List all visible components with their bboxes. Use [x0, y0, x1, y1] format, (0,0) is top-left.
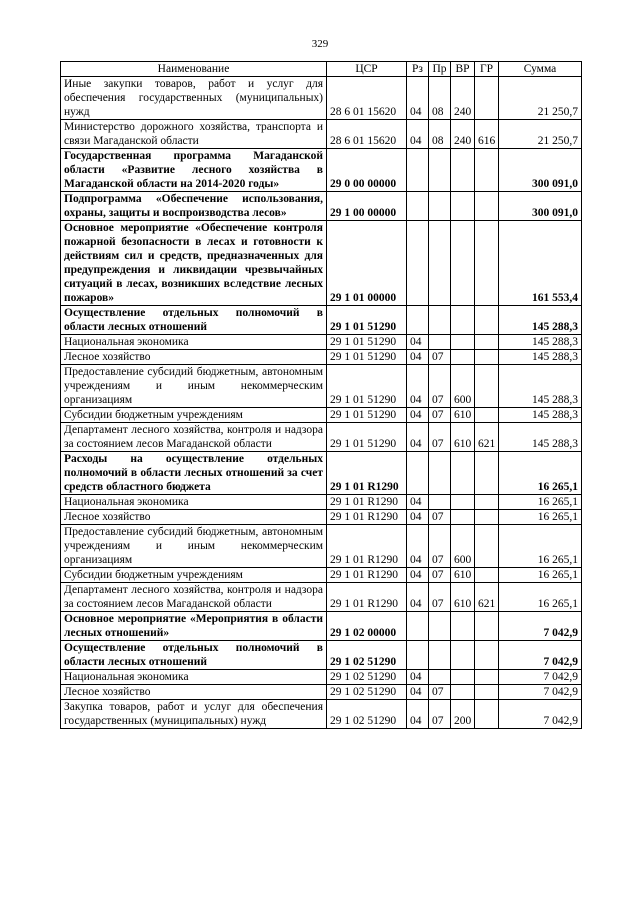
cell-pr: 08 — [429, 120, 451, 149]
cell-gr — [475, 510, 499, 525]
cell-name: Предоставление субсидий бюджетным, автономным учреждениям и иным некоммерческим организациям — [61, 365, 327, 408]
cell-csr: 29 1 01 51290 — [327, 408, 407, 423]
cell-rz: 04 — [407, 77, 429, 120]
cell-csr: 29 1 02 00000 — [327, 612, 407, 641]
cell-vr — [451, 641, 475, 670]
cell-pr: 07 — [429, 350, 451, 365]
cell-vr — [451, 350, 475, 365]
cell-sum: 16 265,1 — [499, 583, 582, 612]
cell-csr: 29 1 01 51290 — [327, 423, 407, 452]
cell-vr — [451, 612, 475, 641]
cell-vr: 610 — [451, 568, 475, 583]
cell-name: Закупка товаров, работ и услуг для обеспечения государственных (муниципальных) нужд — [61, 700, 327, 729]
cell-pr: 07 — [429, 685, 451, 700]
cell-rz — [407, 612, 429, 641]
cell-pr: 07 — [429, 700, 451, 729]
cell-rz: 04 — [407, 670, 429, 685]
cell-sum: 16 265,1 — [499, 568, 582, 583]
cell-name: Национальная экономика — [61, 495, 327, 510]
cell-name: Предоставление субсидий бюджетным, автономным учреждениям и иным некоммерческим организациям — [61, 525, 327, 568]
cell-gr — [475, 452, 499, 495]
cell-rz: 04 — [407, 510, 429, 525]
table-row — [61, 365, 582, 408]
table-row — [61, 452, 582, 495]
cell-pr — [429, 221, 451, 306]
cell-vr — [451, 670, 475, 685]
table-row — [61, 495, 582, 510]
cell-csr: 29 1 01 R1290 — [327, 510, 407, 525]
cell-rz: 04 — [407, 525, 429, 568]
table-row — [61, 568, 582, 583]
cell-rz: 04 — [407, 583, 429, 612]
table-row — [61, 335, 582, 350]
cell-sum: 145 288,3 — [499, 306, 582, 335]
cell-name: Департамент лесного хозяйства, контроля и надзора за состоянием лесов Магаданской области — [61, 423, 327, 452]
header-gr: ГР — [475, 62, 499, 77]
cell-sum: 7 042,9 — [499, 612, 582, 641]
cell-rz — [407, 149, 429, 192]
cell-gr — [475, 612, 499, 641]
cell-sum: 145 288,3 — [499, 408, 582, 423]
cell-name: Осуществление отдельных полномочий в области лесных отношений — [61, 641, 327, 670]
table-row — [61, 685, 582, 700]
cell-rz: 04 — [407, 350, 429, 365]
cell-name: Расходы на осуществление отдельных полномочий в области лесных отношений за счет средств областного бюджета — [61, 452, 327, 495]
cell-name: Субсидии бюджетным учреждениям — [61, 568, 327, 583]
cell-gr — [475, 149, 499, 192]
cell-vr: 610 — [451, 583, 475, 612]
cell-gr: 621 — [475, 423, 499, 452]
cell-csr: 29 1 02 51290 — [327, 641, 407, 670]
cell-vr — [451, 306, 475, 335]
cell-rz: 04 — [407, 495, 429, 510]
cell-pr — [429, 452, 451, 495]
cell-pr — [429, 306, 451, 335]
cell-rz — [407, 452, 429, 495]
table-row — [61, 120, 582, 149]
cell-sum: 7 042,9 — [499, 641, 582, 670]
cell-csr: 29 0 00 00000 — [327, 149, 407, 192]
header-name: Наименование — [61, 62, 327, 77]
cell-csr: 29 1 01 51290 — [327, 335, 407, 350]
cell-pr: 07 — [429, 583, 451, 612]
cell-pr — [429, 670, 451, 685]
budget-table — [60, 61, 582, 729]
cell-rz — [407, 641, 429, 670]
cell-pr — [429, 641, 451, 670]
cell-vr — [451, 495, 475, 510]
cell-vr — [451, 192, 475, 221]
cell-vr — [451, 452, 475, 495]
cell-name: Лесное хозяйство — [61, 685, 327, 700]
cell-csr: 28 6 01 15620 — [327, 77, 407, 120]
cell-gr — [475, 670, 499, 685]
cell-vr: 240 — [451, 77, 475, 120]
cell-pr — [429, 612, 451, 641]
cell-vr — [451, 335, 475, 350]
header-pr: Пр — [429, 62, 451, 77]
cell-rz — [407, 306, 429, 335]
cell-rz: 04 — [407, 685, 429, 700]
cell-csr: 28 6 01 15620 — [327, 120, 407, 149]
header-rz: Рз — [407, 62, 429, 77]
cell-name: Основное мероприятие «Обеспечение контроля пожарной безопасности в лесах и готовности к действиям сил и средств, предназначенных для предупреждения и ликвидации чрезвычайных ситуаций в лесах, возникших вследствие лесных пожаров» — [61, 221, 327, 306]
cell-name: Министерство дорожного хозяйства, транспорта и связи Магаданской области — [61, 120, 327, 149]
cell-pr: 07 — [429, 365, 451, 408]
cell-sum: 161 553,4 — [499, 221, 582, 306]
cell-name: Департамент лесного хозяйства, контроля и надзора за состоянием лесов Магаданской области — [61, 583, 327, 612]
cell-name: Субсидии бюджетным учреждениям — [61, 408, 327, 423]
cell-name: Лесное хозяйство — [61, 510, 327, 525]
cell-pr: 07 — [429, 568, 451, 583]
cell-rz: 04 — [407, 568, 429, 583]
cell-name: Основное мероприятие «Мероприятия в области лесных отношений» — [61, 612, 327, 641]
cell-vr — [451, 221, 475, 306]
cell-pr — [429, 149, 451, 192]
cell-pr: 07 — [429, 525, 451, 568]
cell-name: Государственная программа Магаданской области «Развитие лесного хозяйства в Магаданской области на 2014-2020 годы» — [61, 149, 327, 192]
cell-pr: 07 — [429, 423, 451, 452]
cell-gr — [475, 685, 499, 700]
cell-sum: 7 042,9 — [499, 670, 582, 685]
cell-rz: 04 — [407, 408, 429, 423]
cell-csr: 29 1 01 R1290 — [327, 583, 407, 612]
cell-csr: 29 1 01 R1290 — [327, 452, 407, 495]
cell-gr — [475, 495, 499, 510]
cell-gr — [475, 335, 499, 350]
cell-gr — [475, 192, 499, 221]
cell-sum: 300 091,0 — [499, 192, 582, 221]
cell-csr: 29 1 02 51290 — [327, 670, 407, 685]
cell-vr — [451, 149, 475, 192]
cell-sum: 21 250,7 — [499, 77, 582, 120]
cell-gr — [475, 641, 499, 670]
cell-pr: 08 — [429, 77, 451, 120]
cell-csr: 29 1 02 51290 — [327, 685, 407, 700]
cell-rz: 04 — [407, 700, 429, 729]
cell-vr: 610 — [451, 423, 475, 452]
cell-sum: 7 042,9 — [499, 700, 582, 729]
cell-csr: 29 1 01 51290 — [327, 306, 407, 335]
cell-vr: 600 — [451, 525, 475, 568]
table-row — [61, 583, 582, 612]
cell-gr — [475, 77, 499, 120]
cell-sum: 145 288,3 — [499, 335, 582, 350]
table-row — [61, 192, 582, 221]
table-header-row — [61, 62, 582, 77]
cell-rz: 04 — [407, 335, 429, 350]
cell-rz: 04 — [407, 365, 429, 408]
table-row — [61, 525, 582, 568]
cell-vr — [451, 685, 475, 700]
header-sum: Сумма — [499, 62, 582, 77]
cell-sum: 145 288,3 — [499, 350, 582, 365]
table-row — [61, 510, 582, 525]
cell-gr — [475, 700, 499, 729]
cell-vr: 200 — [451, 700, 475, 729]
cell-gr — [475, 306, 499, 335]
cell-sum: 21 250,7 — [499, 120, 582, 149]
table-row — [61, 306, 582, 335]
table-row — [61, 408, 582, 423]
cell-pr: 07 — [429, 408, 451, 423]
cell-vr: 240 — [451, 120, 475, 149]
cell-sum: 300 091,0 — [499, 149, 582, 192]
cell-csr: 29 1 01 51290 — [327, 350, 407, 365]
cell-pr — [429, 495, 451, 510]
cell-vr: 600 — [451, 365, 475, 408]
table-row — [61, 149, 582, 192]
cell-rz — [407, 221, 429, 306]
cell-sum: 16 265,1 — [499, 452, 582, 495]
cell-rz — [407, 192, 429, 221]
cell-gr: 616 — [475, 120, 499, 149]
cell-sum: 16 265,1 — [499, 525, 582, 568]
cell-name: Подпрограмма «Обеспечение использования, охраны, защиты и воспроизводства лесов» — [61, 192, 327, 221]
cell-csr: 29 1 01 00000 — [327, 221, 407, 306]
cell-gr: 621 — [475, 583, 499, 612]
cell-gr — [475, 568, 499, 583]
cell-rz: 04 — [407, 423, 429, 452]
cell-name: Национальная экономика — [61, 335, 327, 350]
cell-csr: 29 1 01 R1290 — [327, 495, 407, 510]
cell-name: Национальная экономика — [61, 670, 327, 685]
cell-sum: 7 042,9 — [499, 685, 582, 700]
cell-sum: 145 288,3 — [499, 423, 582, 452]
table-row — [61, 670, 582, 685]
table-row — [61, 423, 582, 452]
cell-csr: 29 1 01 R1290 — [327, 525, 407, 568]
cell-csr: 29 1 00 00000 — [327, 192, 407, 221]
cell-pr: 07 — [429, 510, 451, 525]
table-row — [61, 221, 582, 306]
cell-gr — [475, 221, 499, 306]
table-row — [61, 700, 582, 729]
header-vr: ВР — [451, 62, 475, 77]
cell-gr — [475, 408, 499, 423]
table-row — [61, 612, 582, 641]
cell-vr — [451, 510, 475, 525]
header-csr: ЦСР — [327, 62, 407, 77]
cell-rz: 04 — [407, 120, 429, 149]
table-row — [61, 77, 582, 120]
cell-gr — [475, 350, 499, 365]
cell-name: Осуществление отдельных полномочий в области лесных отношений — [61, 306, 327, 335]
cell-sum: 16 265,1 — [499, 510, 582, 525]
cell-csr: 29 1 02 51290 — [327, 700, 407, 729]
cell-csr: 29 1 01 R1290 — [327, 568, 407, 583]
page-number: 329 — [311, 38, 329, 50]
cell-pr — [429, 192, 451, 221]
cell-sum: 145 288,3 — [499, 365, 582, 408]
cell-name: Лесное хозяйство — [61, 350, 327, 365]
cell-name: Иные закупки товаров, работ и услуг для обеспечения государственных (муниципальных) нужд — [61, 77, 327, 120]
cell-sum: 16 265,1 — [499, 495, 582, 510]
cell-csr: 29 1 01 51290 — [327, 365, 407, 408]
table-row — [61, 350, 582, 365]
cell-gr — [475, 365, 499, 408]
cell-gr — [475, 525, 499, 568]
table-row — [61, 641, 582, 670]
cell-pr — [429, 335, 451, 350]
cell-vr: 610 — [451, 408, 475, 423]
table-body — [61, 77, 582, 729]
